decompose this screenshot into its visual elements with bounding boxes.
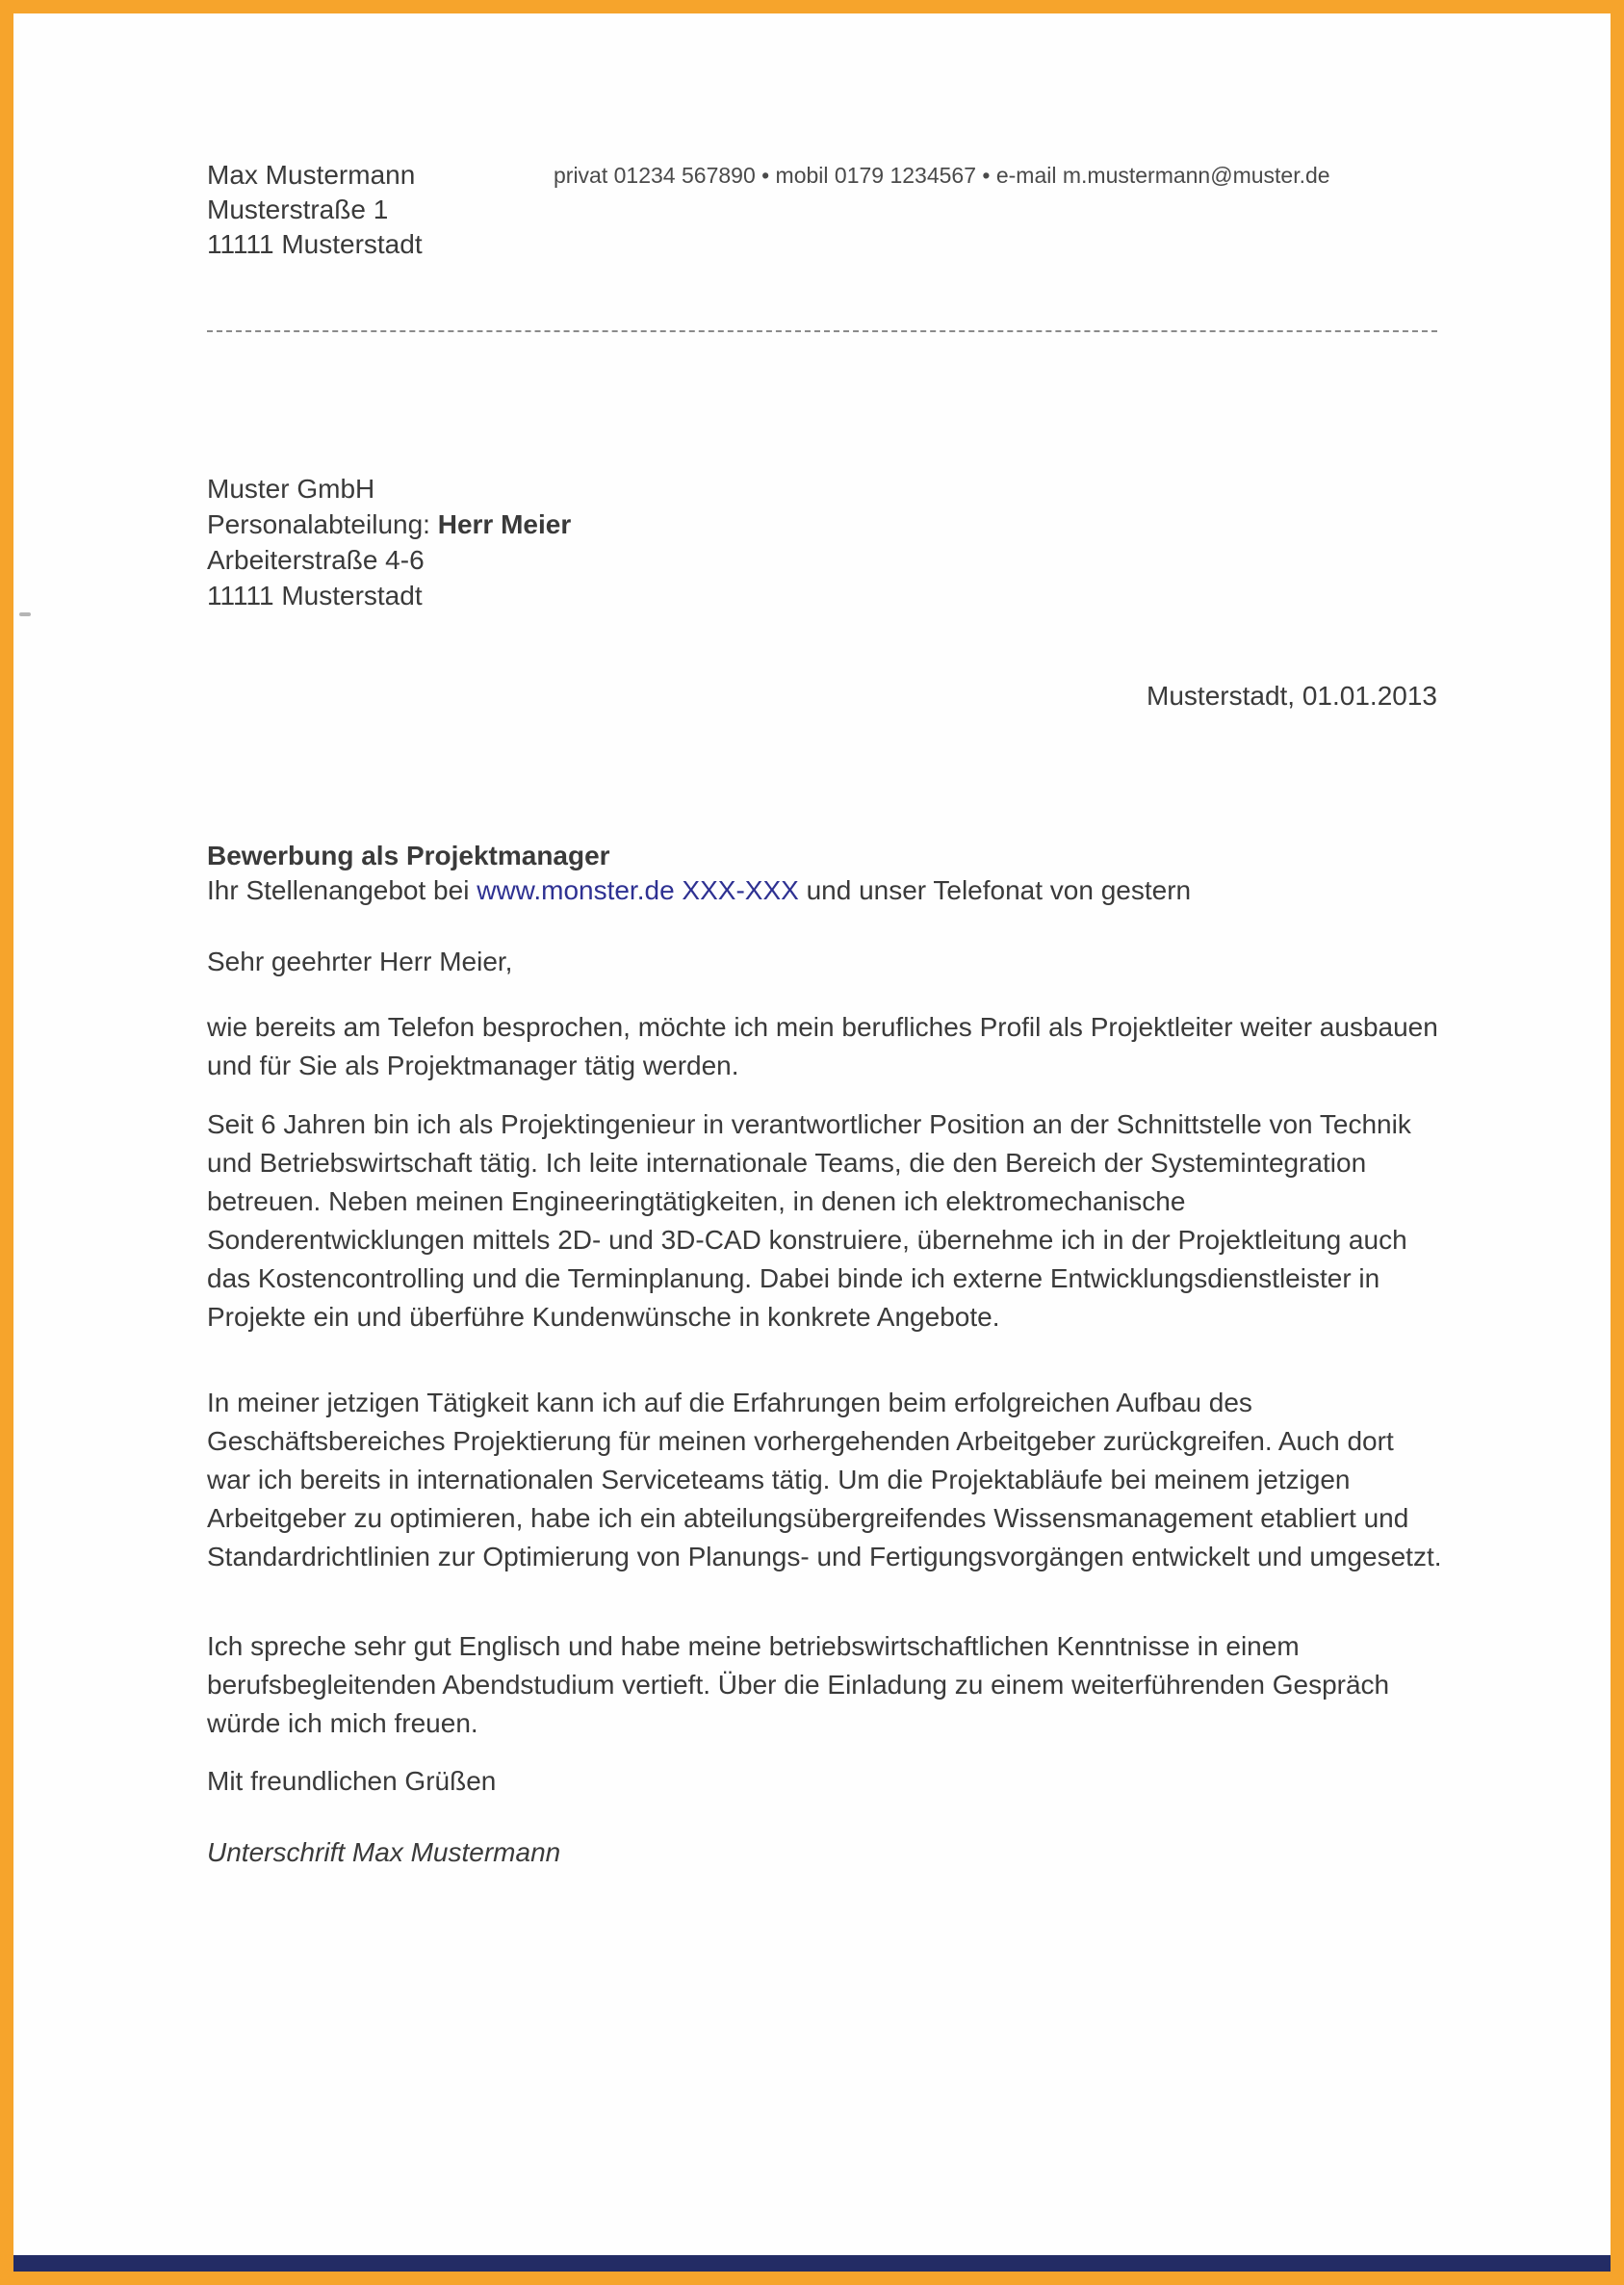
date-line: Musterstadt, 01.01.2013 (1147, 681, 1437, 711)
sender-city: 11111 Musterstadt (207, 229, 423, 259)
sender-street: Musterstraße 1 (207, 195, 389, 224)
subject-reference-prefix: Ihr Stellenangebot bei (207, 875, 477, 905)
subject-line: Bewerbung als Projektmanager (207, 841, 610, 870)
body-paragraph: Ich spreche sehr gut Englisch und habe meine betriebswirtschaftlichen Kenntnisse in einem berufsbegleitenden Abendstudium vertieft. Über die Einladung zu einem weiterführenden Gespräch würde ich mich freuen. (207, 1631, 1390, 1738)
sender-contact-line: privat 01234 567890 • mobil 0179 1234567 • e-mail m.mustermann@muster.de (554, 163, 1330, 188)
subject-reference-line (207, 873, 1191, 908)
recipient-company: Muster GmbH (207, 474, 375, 504)
monster-link[interactable]: www.monster.de XXX-XXX (477, 875, 799, 905)
body-paragraph: wie bereits am Telefon besprochen, möchte ich mein berufliches Profil als Projektleiter weiter ausbauen und für Sie als Projektmanager tätig werden. (207, 1012, 1438, 1080)
recipient-street: Arbeiterstraße 4-6 (207, 545, 425, 575)
recipient-contact-person: Herr Meier (437, 509, 572, 539)
salutation: Sehr geehrter Herr Meier, (207, 947, 513, 976)
subject-block (207, 839, 1191, 908)
bottom-bar (13, 2255, 1611, 2272)
sender-address (207, 158, 423, 262)
separator-line (207, 330, 1437, 332)
recipient-department-label: Personalabteilung: (207, 509, 438, 539)
signature: Unterschrift Max Mustermann (207, 1837, 561, 1867)
recipient-city: 11111 Musterstadt (207, 581, 423, 610)
body-paragraph: In meiner jetzigen Tätigkeit kann ich auf die Erfahrungen beim erfolgreichen Aufbau des Geschäftsbereiches Projektierung für meinen vorhergehenden Arbeitgeber zurückgreifen. Auch dort war ich bereits in internationalen Serviceteams tätig. Um die Projektabläufe bei meinem jetzigen Arbeitgeber zu optimieren, habe ich ein abteilungsübergreifendes Wissensmanagement etabliert und Standardrichtlinien zur Optimierung von Planungs- und Fertigungsvorgängen entwickelt und umgesetzt. (207, 1388, 1442, 1571)
closing: Mit freundlichen Grüßen (207, 1766, 497, 1796)
fold-mark (19, 612, 31, 616)
recipient-department-line (207, 506, 571, 542)
subject-reference-suffix: und unser Telefonat von gestern (798, 875, 1192, 905)
sender-name: Max Mustermann (207, 160, 416, 190)
body-paragraph: Seit 6 Jahren bin ich als Projektingenieur in verantwortlicher Position an der Schnittstelle von Technik und Betriebswirtschaft tätig. Ich leite internationale Teams, die den Bereich der Systemintegration betreuen. Neben meinen Engineeringtätigkeiten, in denen ich elektromechanische Sonderentwicklungen mittels 2D- und 3D-CAD konstruiere, übernehme ich in der Projektleitung auch das Kostencontrolling und die Terminplanung. Dabei binde ich externe Entwicklungsdienstleister in Projekte ein und überführe Kundenwünsche in konkrete Angebote. (207, 1109, 1411, 1332)
recipient-address (207, 471, 571, 613)
